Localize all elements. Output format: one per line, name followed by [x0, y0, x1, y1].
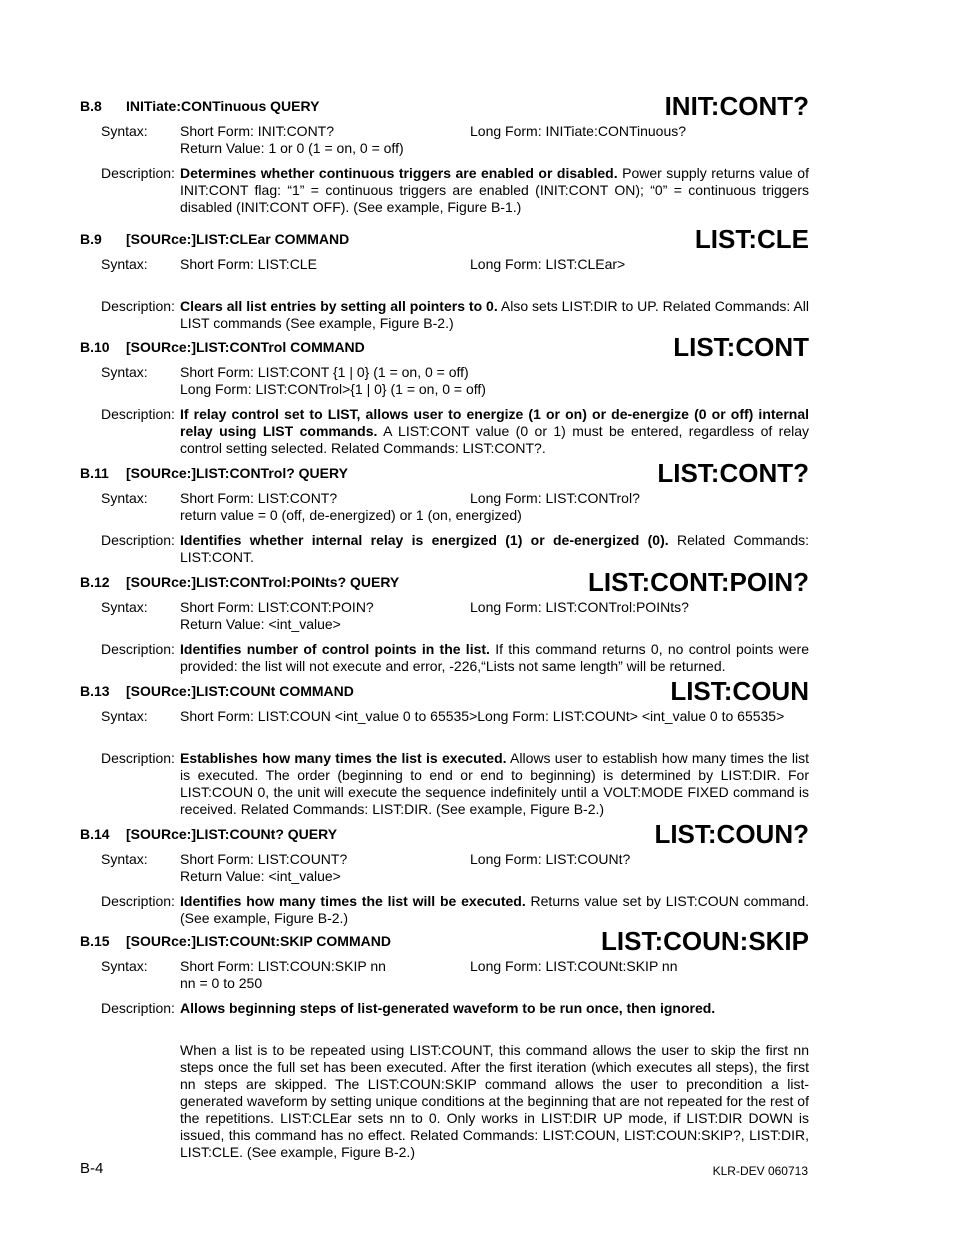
- command-heading: LIST:CONT: [673, 332, 809, 362]
- short-form: Short Form: LIST:CONT {1 | 0} (1 = on, 0 = off): [180, 364, 469, 380]
- syntax-label: Syntax:: [101, 364, 148, 380]
- syntax-label: Syntax:: [101, 490, 148, 506]
- syntax-label: Syntax:: [101, 123, 148, 139]
- long-form: Long Form: LIST:CLEar>: [470, 256, 626, 272]
- description-bold: If relay control set to LIST, allows user to energize (1 or on) or de-energize (0 or off) internal relay using LIST commands.: [180, 406, 809, 439]
- description-text: Allows user to establish how many times the list is executed. The order (beginning to end or end to beginning) is determined by LIST:DIR. For LIST:COUN 0, the unit will execute the sequence indefinitely until a VOLT:MODE FIXED command is received. Related Commands: LIST:DIR. (See example, Figure B-2.): [180, 750, 809, 817]
- description-label: Description:: [101, 893, 175, 909]
- description-bold: Allows beginning steps of list-generated waveform to be run once, then ignored.: [180, 1000, 716, 1016]
- syntax-extra: Return Value: <int_value>: [180, 616, 341, 632]
- long-form: Long Form: LIST:COUNt?: [470, 851, 631, 867]
- description-bold: Identifies number of control points in the list.: [180, 641, 490, 657]
- command-heading: INIT:CONT?: [664, 91, 809, 121]
- section-number: B.8: [80, 98, 102, 114]
- description-bold: Identifies whether internal relay is energized (1) or de-energized (0).: [180, 532, 669, 548]
- description-text: Also sets LIST:DIR to UP. Related Commands: All LIST commands (See example, Figure B-2.): [180, 298, 809, 331]
- description-text: Related Commands: LIST:CONT.: [180, 532, 809, 565]
- description-bold: Establishes how many times the list is executed.: [180, 750, 507, 766]
- long-form: Long Form: LIST:CONTrol?: [470, 490, 640, 506]
- section-b10: [80, 332, 810, 457]
- description-text: If this command returns 0, no control points were provided: the list will not execute and error, -226,“Lists not same length” will be returned.: [180, 641, 809, 674]
- long-form: Long Form: LIST:COUNt:SKIP nn: [470, 958, 678, 974]
- section-title: [SOURce:]LIST:CLEar COMMAND: [126, 231, 350, 247]
- description-text: Power supply returns value of INIT:CONT flag: “1” = continuous triggers are enabled (INIT:CONT ON); “0” = continuous triggers disabled (INIT:CONT OFF). (See example, Figure B-1.): [180, 165, 809, 215]
- section-number: B.11: [80, 465, 109, 481]
- description-label: Description:: [101, 1000, 175, 1016]
- syntax-label: Syntax:: [101, 851, 148, 867]
- syntax-extra: nn = 0 to 250: [180, 975, 263, 991]
- short-form: Short Form: LIST:CONT?: [180, 490, 338, 506]
- command-heading: LIST:COUN:SKIP: [601, 926, 809, 956]
- description-bold: Determines whether continuous triggers are enabled or disabled.: [180, 165, 618, 181]
- syntax-label: Syntax:: [101, 599, 148, 615]
- section-b12: [80, 567, 809, 675]
- section-b9: [80, 224, 809, 332]
- section-b11: [80, 458, 809, 566]
- syntax-label: Syntax:: [101, 958, 148, 974]
- description-label: Description:: [101, 406, 175, 422]
- short-form: Short Form: LIST:CONT:POIN?: [180, 599, 374, 615]
- description-label: Description:: [101, 750, 175, 766]
- section-title: INITiate:CONTinuous QUERY: [126, 98, 320, 114]
- description-label: Description:: [101, 641, 175, 657]
- description-label: Description:: [101, 532, 175, 548]
- document-id: KLR-DEV 060713: [712, 1164, 808, 1178]
- section-b15: [80, 926, 809, 1161]
- description-bold: Identifies how many times the list will be executed.: [180, 893, 526, 909]
- section-title: [SOURce:]LIST:COUNt COMMAND: [126, 683, 354, 699]
- description-paragraph: When a list is to be repeated using LIST:COUNT, this command allows the user to skip the first nn steps once the full set has been executed. After the first iteration (which executes all steps), the first nn steps are skipped. The LIST:COUN:SKIP command allows the user to precondition a list-generated waveform by setting unique conditions at the beginning that are not repeated for the rest of the repetitions. LIST:CLEar sets nn to 0. Only works in LIST:DIR UP mode, if LIST:DIR DOWN is issued, this command has no effect. Related Commands: LIST:COUN, LIST:COUN:SKIP?, LIST:DIR, LIST:CLE. (See example, Figure B-2.): [180, 1042, 809, 1160]
- description-text: Returns value set by LIST:COUN command. (See example, Figure B-2.): [180, 893, 809, 926]
- description-text: A LIST:CONT value (0 or 1) must be entered, regardless of relay control setting selected. Related Commands: LIST:CONT?.: [180, 423, 810, 456]
- command-heading: LIST:CONT:POIN?: [588, 567, 809, 597]
- section-title: [SOURce:]LIST:COUNt:SKIP COMMAND: [126, 933, 391, 949]
- section-number: B.15: [80, 933, 110, 949]
- section-number: B.9: [80, 231, 102, 247]
- command-heading: LIST:CLE: [694, 224, 809, 254]
- description-label: Description:: [101, 165, 175, 181]
- section-title: [SOURce:]LIST:CONTrol? QUERY: [126, 465, 348, 481]
- section-b8: [80, 91, 809, 216]
- short-form: Short Form: LIST:COUNT?: [180, 851, 348, 867]
- short-form: Short Form: LIST:CLE: [180, 256, 317, 272]
- syntax-extra: return value = 0 (off, de-energized) or 1 (on, energized): [180, 507, 522, 523]
- syntax-label: Syntax:: [101, 708, 148, 724]
- section-number: B.14: [80, 826, 110, 842]
- section-title: [SOURce:]LIST:CONTrol COMMAND: [126, 339, 365, 355]
- section-b14: [80, 819, 809, 927]
- section-number: B.13: [80, 683, 110, 699]
- short-form: Short Form: LIST:COUN <int_value 0 to 65535>Long Form: LIST:COUNt> <int_value 0 to 65535>: [180, 708, 785, 724]
- short-form: Short Form: INIT:CONT?: [180, 123, 335, 139]
- command-heading: LIST:CONT?: [657, 458, 809, 488]
- description-bold: Clears all list entries by setting all pointers to 0.: [180, 298, 498, 314]
- section-title: [SOURce:]LIST:COUNt? QUERY: [126, 826, 338, 842]
- command-heading: LIST:COUN: [670, 676, 809, 706]
- section-number: B.12: [80, 574, 110, 590]
- long-form: Long Form: INITiate:CONTinuous?: [470, 123, 687, 139]
- syntax-extra: Return Value: 1 or 0 (1 = on, 0 = off): [180, 140, 404, 156]
- section-b13: [80, 676, 809, 818]
- page-number: B-4: [80, 1160, 104, 1177]
- description-label: Description:: [101, 298, 175, 314]
- syntax-extra: Long Form: LIST:CONTrol>{1 | 0} (1 = on, 0 = off): [180, 381, 486, 397]
- short-form: Short Form: LIST:COUN:SKIP nn: [180, 958, 386, 974]
- command-heading: LIST:COUN?: [654, 819, 809, 849]
- syntax-label: Syntax:: [101, 256, 148, 272]
- section-title: [SOURce:]LIST:CONTrol:POINts? QUERY: [126, 574, 400, 590]
- syntax-extra: Return Value: <int_value>: [180, 868, 341, 884]
- long-form: Long Form: LIST:CONTrol:POINts?: [470, 599, 689, 615]
- section-number: B.10: [80, 339, 110, 355]
